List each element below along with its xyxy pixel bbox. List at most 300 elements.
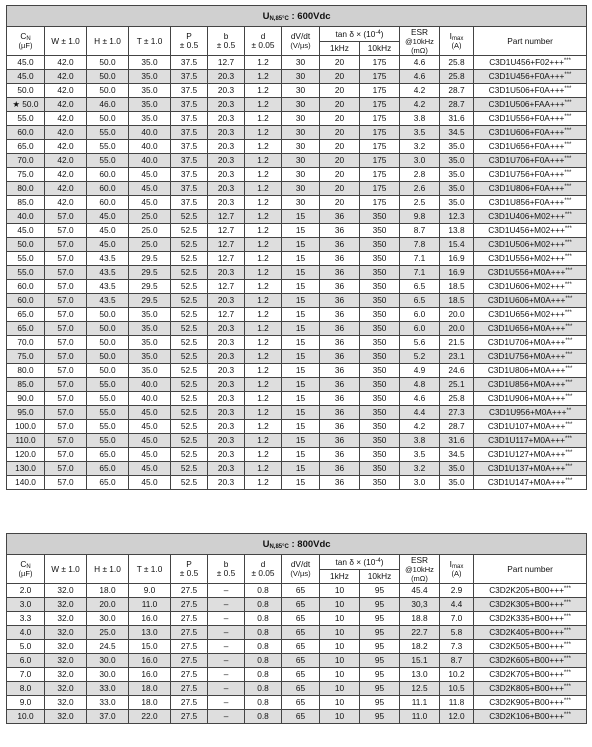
cell-b: 12.7 — [208, 210, 245, 224]
cell-b: – — [208, 654, 245, 668]
cell-dvdt: 15 — [282, 406, 320, 420]
cell-b: 20.3 — [208, 168, 245, 182]
cell-pitch: 27.5 — [171, 640, 208, 654]
cell-part-number — [474, 266, 587, 280]
cell-thickness: 45.0 — [129, 168, 171, 182]
cell-tan-10khz: 350 — [360, 420, 400, 434]
cell-height: 43.5 — [87, 252, 129, 266]
table-row — [7, 210, 587, 224]
cell-capacitance: 85.0 — [7, 196, 45, 210]
part-number-suffix: *** — [565, 436, 573, 442]
part-number-suffix: *** — [564, 170, 572, 176]
cell-width: 32.0 — [45, 710, 87, 724]
table-row — [7, 364, 587, 378]
cell-tan-1khz: 10 — [320, 612, 360, 626]
cell-imax: 5.8 — [440, 626, 474, 640]
cell-capacitance: 55.0 — [7, 112, 45, 126]
part-number-text: C3D1U137+M0A+++ — [487, 463, 566, 473]
part-number-suffix: *** — [563, 698, 571, 704]
cell-capacitance: 5.0 — [7, 640, 45, 654]
part-number-suffix: *** — [565, 394, 573, 400]
cell-imax: 25.8 — [440, 56, 474, 70]
cell-tan-1khz: 36 — [320, 294, 360, 308]
cell-dvdt: 65 — [282, 626, 320, 640]
cell-part-number — [474, 210, 587, 224]
cell-esr: 45.4 — [400, 584, 440, 598]
cell-b: 20.3 — [208, 126, 245, 140]
cell-height: 55.0 — [87, 392, 129, 406]
cell-imax: 7.3 — [440, 640, 474, 654]
cell-width: 57.0 — [45, 252, 87, 266]
cell-tan-10khz: 95 — [360, 612, 400, 626]
cell-d: 0.8 — [245, 584, 282, 598]
cell-height: 50.0 — [87, 308, 129, 322]
cell-b: 20.3 — [208, 364, 245, 378]
cell-pitch: 52.5 — [171, 378, 208, 392]
cell-d: 0.8 — [245, 640, 282, 654]
cell-capacitance: 45.0 — [7, 70, 45, 84]
cell-part-number — [474, 336, 587, 350]
cell-capacitance: 65.0 — [7, 308, 45, 322]
part-number-text: C3D1U406+M02+++ — [488, 211, 565, 221]
cell-pitch: 37.5 — [171, 182, 208, 196]
cell-tan-10khz: 95 — [360, 668, 400, 682]
cell-tan-10khz: 350 — [360, 322, 400, 336]
cell-part-number — [474, 224, 587, 238]
cell-imax: 35.0 — [440, 168, 474, 182]
part-number-suffix: *** — [563, 58, 571, 64]
cell-width: 32.0 — [45, 598, 87, 612]
cell-tan-1khz: 36 — [320, 448, 360, 462]
cell-thickness: 25.0 — [129, 224, 171, 238]
cell-b: 20.3 — [208, 182, 245, 196]
cell-part-number — [474, 448, 587, 462]
col-header-imax: $I_{max}$ (A) — [440, 555, 474, 584]
cell-esr: 12.5 — [400, 682, 440, 696]
cell-d: 1.2 — [245, 476, 282, 490]
cell-imax: 12.0 — [440, 710, 474, 724]
table-body — [7, 56, 587, 490]
cell-esr: 7.1 — [400, 252, 440, 266]
cell-part-number — [474, 654, 587, 668]
table-row — [7, 238, 587, 252]
cell-capacitance: 80.0 — [7, 182, 45, 196]
cell-imax: 12.3 — [440, 210, 474, 224]
col-header-b: b ± 0.5 — [208, 27, 245, 56]
cell-tan-1khz: 10 — [320, 668, 360, 682]
col-header-esr: ESR @10kHz (mΩ) — [400, 27, 440, 56]
cell-d: 1.2 — [245, 210, 282, 224]
cell-part-number — [474, 584, 587, 598]
cell-capacitance: 130.0 — [7, 462, 45, 476]
cell-thickness: 29.5 — [129, 266, 171, 280]
cell-d: 1.2 — [245, 168, 282, 182]
cell-pitch: 27.5 — [171, 598, 208, 612]
table-row — [7, 294, 587, 308]
cell-capacitance: 9.0 — [7, 696, 45, 710]
cell-thickness: 35.0 — [129, 364, 171, 378]
cell-tan-1khz: 10 — [320, 696, 360, 710]
cell-thickness: 29.5 — [129, 252, 171, 266]
cell-tan-10khz: 350 — [360, 252, 400, 266]
cell-thickness: 45.0 — [129, 462, 171, 476]
cell-width: 42.0 — [45, 168, 87, 182]
cell-b: 20.3 — [208, 98, 245, 112]
cell-pitch: 52.5 — [171, 294, 208, 308]
part-number-suffix: *** — [565, 352, 573, 358]
part-number-text: C3D1U107+M0A+++ — [487, 421, 566, 431]
part-number-text: C3D1U147+M0A+++ — [487, 477, 566, 487]
cell-dvdt: 15 — [282, 322, 320, 336]
cell-pitch: 52.5 — [171, 336, 208, 350]
cell-pitch: 37.5 — [171, 168, 208, 182]
cell-capacitance: 8.0 — [7, 682, 45, 696]
cell-dvdt: 15 — [282, 364, 320, 378]
cell-tan-10khz: 175 — [360, 98, 400, 112]
cell-imax: 20.0 — [440, 308, 474, 322]
cell-b: 20.3 — [208, 476, 245, 490]
col-header-d: d ± 0.05 — [245, 555, 282, 584]
cell-tan-1khz: 20 — [320, 154, 360, 168]
col-header-imax: $I_{max}$ (A) — [440, 27, 474, 56]
cell-d: 1.2 — [245, 280, 282, 294]
cell-tan-10khz: 350 — [360, 476, 400, 490]
cell-height: 45.0 — [87, 210, 129, 224]
part-number-suffix: *** — [564, 100, 572, 106]
cell-esr: 11.0 — [400, 710, 440, 724]
cell-b: 20.3 — [208, 154, 245, 168]
part-number-text: C3D1U606+F0A+++ — [488, 127, 565, 137]
cell-width: 57.0 — [45, 378, 87, 392]
table-row — [7, 70, 587, 84]
cell-part-number — [474, 308, 587, 322]
part-number-suffix: *** — [564, 142, 572, 148]
cell-tan-10khz: 175 — [360, 196, 400, 210]
cell-thickness: 35.0 — [129, 350, 171, 364]
col-header-height: H ± 1.0 — [87, 555, 129, 584]
cell-b: – — [208, 668, 245, 682]
cell-height: 43.5 — [87, 294, 129, 308]
table-row — [7, 126, 587, 140]
cell-width: 32.0 — [45, 640, 87, 654]
cell-imax: 34.5 — [440, 448, 474, 462]
cell-thickness: 35.0 — [129, 112, 171, 126]
cell-b: 20.3 — [208, 294, 245, 308]
part-number-text: C3D1U856+F0A+++ — [488, 197, 565, 207]
cell-imax: 18.5 — [440, 280, 474, 294]
part-number-suffix: *** — [564, 254, 572, 260]
cell-dvdt: 15 — [282, 294, 320, 308]
col-header-tan-1khz: 1kHz — [320, 570, 360, 584]
cell-width: 57.0 — [45, 434, 87, 448]
cell-esr: 4.2 — [400, 84, 440, 98]
cell-part-number — [474, 98, 587, 112]
cell-b: – — [208, 584, 245, 598]
cell-dvdt: 30 — [282, 140, 320, 154]
cell-pitch: 27.5 — [171, 612, 208, 626]
cell-tan-1khz: 20 — [320, 70, 360, 84]
cell-dvdt: 15 — [282, 280, 320, 294]
cell-esr: 3.0 — [400, 154, 440, 168]
part-number-suffix: *** — [564, 282, 572, 288]
cell-tan-1khz: 36 — [320, 322, 360, 336]
cell-b: – — [208, 640, 245, 654]
cell-height: 50.0 — [87, 336, 129, 350]
cell-height: 50.0 — [87, 322, 129, 336]
part-number-suffix: *** — [563, 614, 571, 620]
cell-part-number — [474, 126, 587, 140]
cell-tan-1khz: 36 — [320, 224, 360, 238]
cell-height: 60.0 — [87, 196, 129, 210]
table-row — [7, 420, 587, 434]
cell-esr: 6.5 — [400, 280, 440, 294]
voltage-rating-title: $U_{N,85^\circ C}$ : 600Vdc — [7, 6, 587, 27]
cell-d: 1.2 — [245, 182, 282, 196]
col-header-tan-delta: $\tan \delta \times (10^{-4})$ — [320, 555, 400, 570]
cell-b: 12.7 — [208, 224, 245, 238]
cell-dvdt: 15 — [282, 448, 320, 462]
cell-thickness: 35.0 — [129, 84, 171, 98]
cell-dvdt: 15 — [282, 476, 320, 490]
cell-part-number — [474, 710, 587, 724]
cell-imax: 27.3 — [440, 406, 474, 420]
cell-part-number — [474, 462, 587, 476]
cell-pitch: 37.5 — [171, 98, 208, 112]
cell-imax: 31.6 — [440, 434, 474, 448]
cell-imax: 25.8 — [440, 70, 474, 84]
cell-d: 1.2 — [245, 266, 282, 280]
cell-width: 57.0 — [45, 308, 87, 322]
cell-d: 1.2 — [245, 336, 282, 350]
cell-dvdt: 15 — [282, 420, 320, 434]
cell-tan-1khz: 10 — [320, 598, 360, 612]
col-header-width: W ± 1.0 — [45, 555, 87, 584]
cell-d: 1.2 — [245, 406, 282, 420]
cell-pitch: 37.5 — [171, 126, 208, 140]
cell-imax: 13.8 — [440, 224, 474, 238]
table-row — [7, 584, 587, 598]
col-header-capacitance: $C_N$ (µF) — [7, 27, 45, 56]
cell-imax: 15.4 — [440, 238, 474, 252]
cell-capacitance: 55.0 — [7, 252, 45, 266]
table-row — [7, 476, 587, 490]
cell-width: 32.0 — [45, 668, 87, 682]
cell-tan-10khz: 350 — [360, 266, 400, 280]
cell-dvdt: 30 — [282, 168, 320, 182]
part-number-suffix: *** — [564, 212, 572, 218]
cell-tan-10khz: 350 — [360, 448, 400, 462]
cell-part-number — [474, 84, 587, 98]
cell-d: 1.2 — [245, 70, 282, 84]
cell-b: 12.7 — [208, 56, 245, 70]
cell-tan-1khz: 36 — [320, 462, 360, 476]
part-number-suffix: *** — [565, 450, 573, 456]
cell-capacitance: 70.0 — [7, 336, 45, 350]
cell-imax: 25.1 — [440, 378, 474, 392]
cell-imax: 35.0 — [440, 476, 474, 490]
table-row — [7, 336, 587, 350]
part-number-text: C3D1U456+F0A+++ — [488, 71, 565, 81]
table-body — [7, 584, 587, 724]
cell-tan-1khz: 10 — [320, 654, 360, 668]
cell-tan-10khz: 350 — [360, 406, 400, 420]
part-number-suffix: *** — [563, 670, 571, 676]
part-number-text: C3D1U656+M02+++ — [488, 309, 565, 319]
cell-part-number — [474, 364, 587, 378]
cell-capacitance: 80.0 — [7, 364, 45, 378]
voltage-rating-title: $U_{N,85^\circ C}$ : 800Vdc — [7, 534, 587, 555]
part-number-suffix: *** — [564, 72, 572, 78]
cell-pitch: 27.5 — [171, 710, 208, 724]
table-row — [7, 140, 587, 154]
cell-width: 32.0 — [45, 626, 87, 640]
cell-width: 42.0 — [45, 56, 87, 70]
cell-height: 37.0 — [87, 710, 129, 724]
cell-d: 1.2 — [245, 392, 282, 406]
col-header-part-number: Part number — [474, 27, 587, 56]
cell-part-number — [474, 668, 587, 682]
cell-part-number — [474, 112, 587, 126]
cell-esr: 2.6 — [400, 182, 440, 196]
cell-d: 0.8 — [245, 696, 282, 710]
part-number-text: C3D1U506+F0A+++ — [488, 85, 565, 95]
cell-capacitance: 100.0 — [7, 420, 45, 434]
cell-thickness: 18.0 — [129, 682, 171, 696]
cell-tan-10khz: 95 — [360, 710, 400, 724]
cell-esr: 3.2 — [400, 462, 440, 476]
cell-d: 1.2 — [245, 378, 282, 392]
cell-dvdt: 15 — [282, 434, 320, 448]
cell-imax: 23.1 — [440, 350, 474, 364]
part-number-text: C3D1U556+F0A+++ — [488, 113, 565, 123]
cell-b: – — [208, 696, 245, 710]
cell-b: – — [208, 682, 245, 696]
part-number-text: C3D1U127+M0A+++ — [487, 449, 566, 459]
cell-tan-10khz: 95 — [360, 654, 400, 668]
cell-thickness: 45.0 — [129, 182, 171, 196]
cell-esr: 22.7 — [400, 626, 440, 640]
part-number-suffix: *** — [563, 656, 571, 662]
cell-pitch: 52.5 — [171, 448, 208, 462]
cell-width: 57.0 — [45, 406, 87, 420]
cell-pitch: 52.5 — [171, 224, 208, 238]
cell-tan-10khz: 350 — [360, 280, 400, 294]
cell-width: 32.0 — [45, 612, 87, 626]
cell-capacitance: 50.0 — [7, 84, 45, 98]
cell-d: 1.2 — [245, 98, 282, 112]
cell-imax: 7.0 — [440, 612, 474, 626]
cell-d: 1.2 — [245, 420, 282, 434]
part-number-suffix: *** — [564, 128, 572, 134]
cell-b: 20.3 — [208, 140, 245, 154]
part-number-suffix: *** — [565, 478, 573, 484]
cell-dvdt: 15 — [282, 350, 320, 364]
cell-part-number — [474, 322, 587, 336]
cell-tan-1khz: 20 — [320, 196, 360, 210]
cell-pitch: 37.5 — [171, 140, 208, 154]
table-row — [7, 224, 587, 238]
cell-esr: 4.8 — [400, 378, 440, 392]
table-row — [7, 448, 587, 462]
cell-esr: 18.2 — [400, 640, 440, 654]
col-header-esr: ESR @10kHz (mΩ) — [400, 555, 440, 584]
part-number-text: C3D1U506+M02+++ — [488, 239, 565, 249]
part-number-text: C3D1U756+M0A+++ — [487, 351, 566, 361]
cell-pitch: 27.5 — [171, 682, 208, 696]
cell-d: 1.2 — [245, 252, 282, 266]
cell-height: 18.0 — [87, 584, 129, 598]
part-number-suffix: ** — [566, 408, 572, 414]
cell-part-number — [474, 612, 587, 626]
cell-b: 20.3 — [208, 462, 245, 476]
cell-tan-1khz: 20 — [320, 84, 360, 98]
cell-esr: 6.0 — [400, 322, 440, 336]
part-number-text: C3D1U606+M0A+++ — [487, 295, 566, 305]
part-number-text: C3D2K205+B00+++ — [489, 585, 564, 595]
cell-thickness: 25.0 — [129, 210, 171, 224]
part-number-text: C3D1U556+M0A+++ — [487, 267, 566, 277]
cell-width: 42.0 — [45, 84, 87, 98]
cell-thickness: 35.0 — [129, 98, 171, 112]
part-number-suffix: *** — [564, 114, 572, 120]
part-number-text: C3D1U706+F0A+++ — [488, 155, 565, 165]
part-number-suffix: *** — [563, 684, 571, 690]
cell-b: 20.3 — [208, 434, 245, 448]
cell-dvdt: 15 — [282, 462, 320, 476]
cell-b: 12.7 — [208, 252, 245, 266]
part-number-text: C3D1U456+M02+++ — [488, 225, 565, 235]
cell-esr: 3.2 — [400, 140, 440, 154]
cell-tan-1khz: 10 — [320, 584, 360, 598]
part-number-suffix: *** — [565, 296, 573, 302]
cell-capacitance: 85.0 — [7, 378, 45, 392]
cell-tan-1khz: 36 — [320, 364, 360, 378]
cell-dvdt: 30 — [282, 196, 320, 210]
cell-part-number — [474, 434, 587, 448]
col-header-tan-1khz: 1kHz — [320, 42, 360, 56]
cell-capacitance: 2.0 — [7, 584, 45, 598]
part-number-suffix: *** — [564, 240, 572, 246]
cell-part-number — [474, 476, 587, 490]
cell-pitch: 37.5 — [171, 154, 208, 168]
cell-capacitance: 45.0 — [7, 224, 45, 238]
cell-width: 42.0 — [45, 98, 87, 112]
cell-esr: 3.8 — [400, 112, 440, 126]
cell-tan-1khz: 10 — [320, 640, 360, 654]
cell-dvdt: 30 — [282, 56, 320, 70]
cell-imax: 16.9 — [440, 252, 474, 266]
part-number-suffix: *** — [563, 712, 571, 718]
cell-tan-1khz: 10 — [320, 682, 360, 696]
part-number-text: C3D1U456+F02+++ — [489, 57, 564, 67]
cell-imax: 4.4 — [440, 598, 474, 612]
cell-pitch: 52.5 — [171, 364, 208, 378]
part-number-suffix: *** — [563, 628, 571, 634]
cell-width: 57.0 — [45, 420, 87, 434]
cell-b: – — [208, 612, 245, 626]
cell-tan-1khz: 36 — [320, 252, 360, 266]
cell-pitch: 37.5 — [171, 56, 208, 70]
cell-part-number — [474, 168, 587, 182]
cell-b: 12.7 — [208, 308, 245, 322]
cell-dvdt: 30 — [282, 182, 320, 196]
cell-tan-10khz: 95 — [360, 696, 400, 710]
part-number-text: C3D2K605+B00+++ — [489, 655, 564, 665]
table-row — [7, 406, 587, 420]
cell-capacitance: 3.3 — [7, 612, 45, 626]
part-number-suffix: *** — [564, 198, 572, 204]
table-row — [7, 392, 587, 406]
